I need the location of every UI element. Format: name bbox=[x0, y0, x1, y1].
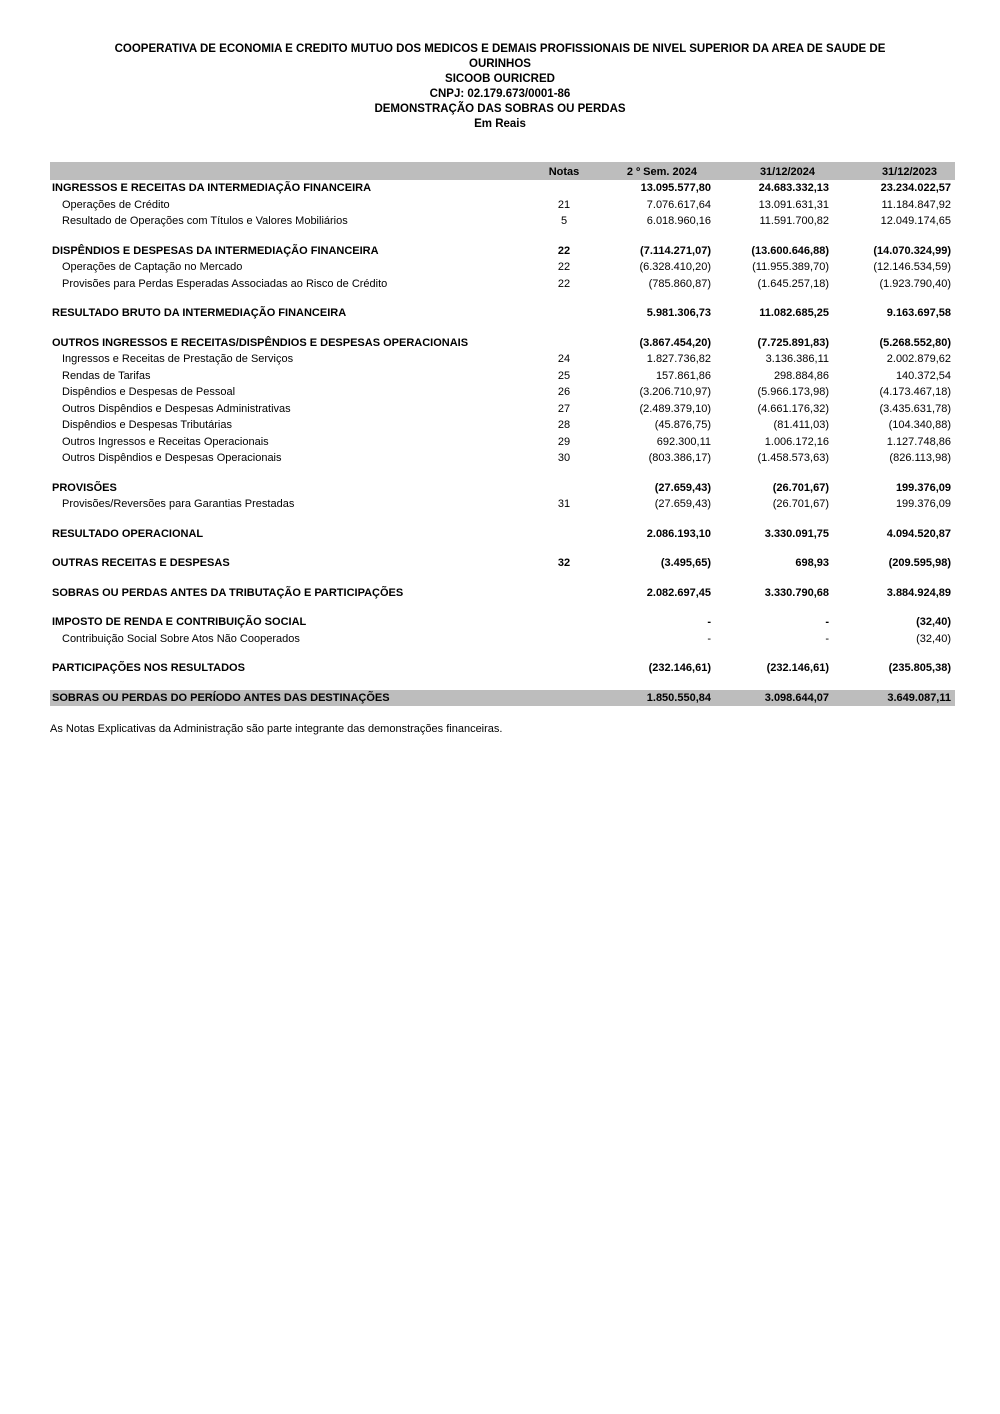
row-value-sem2-2024: (2.489.379,10) bbox=[639, 402, 711, 415]
row-nota bbox=[528, 631, 600, 648]
row-value-sem2-2024: 6.018.960,16 bbox=[646, 215, 711, 227]
row-value-sem2-2024: (785.860,87) bbox=[648, 277, 711, 290]
table-row bbox=[50, 526, 955, 543]
row-value-sem2-2024: (7.114.271,07) bbox=[640, 244, 711, 257]
row-value-2023: (209.595,98) bbox=[888, 557, 951, 569]
company-name-line1: COOPERATIVA DE ECONOMIA E CREDITO MUTUO DOS MEDICOS E DEMAIS PROFISSIONAIS DE NIVEL SUPERIOR DA AREA DE SAUDE DE bbox=[114, 43, 886, 55]
row-value-2023: (235.805,38) bbox=[888, 662, 951, 674]
row-label: SOBRAS OU PERDAS ANTES DA TRIBUTAÇÃO E PARTICIPAÇÕES bbox=[52, 586, 404, 599]
row-label: Operações de Captação no Mercado bbox=[62, 261, 243, 273]
table-row bbox=[50, 496, 955, 513]
row-value-sem2-2024: (27.659,43) bbox=[654, 498, 711, 510]
table-row bbox=[50, 180, 955, 197]
row-value-2024: (26.701,67) bbox=[772, 498, 829, 510]
spacer-cell bbox=[50, 572, 955, 585]
table-row bbox=[50, 197, 955, 214]
table-spacer-row bbox=[50, 572, 955, 585]
company-name-line2: OURINHOS bbox=[469, 58, 531, 70]
table-row bbox=[50, 614, 955, 631]
row-value-2023: (32,40) bbox=[916, 632, 951, 645]
row-value-2023: (826.113,98) bbox=[889, 452, 951, 464]
row-value-2024: (232.146,61) bbox=[766, 662, 829, 674]
row-nota: 5 bbox=[560, 215, 568, 227]
row-label: Dispêndios e Despesas de Pessoal bbox=[62, 386, 236, 398]
row-value-sem2-2024: (232.146,61) bbox=[648, 662, 711, 674]
table-header-row bbox=[50, 162, 955, 180]
row-value-2023: 199.376,09 bbox=[895, 481, 951, 494]
table-row bbox=[50, 276, 955, 293]
row-value-2023: 2.002.879,62 bbox=[886, 353, 951, 365]
table-row bbox=[50, 213, 955, 230]
row-label: DISPÊNDIOS E DESPESAS DA INTERMEDIAÇÃO FINANCEIRA bbox=[52, 244, 379, 257]
row-nota bbox=[528, 690, 600, 707]
table-row bbox=[50, 480, 955, 497]
row-label: PROVISÕES bbox=[52, 481, 117, 494]
row-value-sem2-2024: 1.827.736,82 bbox=[646, 353, 711, 365]
row-label: SOBRAS OU PERDAS DO PERÍODO ANTES DAS DESTINAÇÕES bbox=[50, 690, 528, 707]
table-row bbox=[50, 259, 955, 276]
row-value-sem2-2024: 2.086.193,10 bbox=[646, 527, 711, 540]
row-nota: 31 bbox=[557, 498, 571, 510]
row-value-sem2-2024: - bbox=[707, 616, 711, 628]
row-value-2024: 3.136.386,11 bbox=[765, 353, 829, 365]
row-value-2024: (4.661.176,32) bbox=[757, 402, 829, 415]
row-nota bbox=[528, 480, 600, 497]
row-value-2024: (26.701,67) bbox=[772, 481, 829, 494]
row-nota bbox=[528, 614, 600, 631]
row-label: Rendas de Tarifas bbox=[62, 369, 151, 382]
table-row bbox=[50, 401, 955, 418]
row-value-2023: 1.127.748,86 bbox=[886, 435, 951, 448]
row-value-sem2-2024: 1.850.550,84 bbox=[600, 690, 715, 707]
row-nota bbox=[528, 660, 600, 677]
row-nota: 29 bbox=[557, 435, 571, 448]
document-header bbox=[0, 42, 1000, 132]
table-row bbox=[50, 660, 955, 677]
row-value-2024: 1.006.172,16 bbox=[764, 435, 829, 448]
row-value-2023: (12.146.534,59) bbox=[873, 261, 951, 273]
table-row bbox=[50, 243, 955, 260]
row-label: OUTROS INGRESSOS E RECEITAS/DISPÊNDIOS E DESPESAS OPERACIONAIS bbox=[52, 336, 469, 349]
footnote: As Notas Explicativas da Administração são parte integrante das demonstrações financeiras. bbox=[50, 723, 503, 735]
row-label: Contribuição Social Sobre Atos Não Cooperados bbox=[62, 632, 300, 645]
row-value-2023: 3.884.924,89 bbox=[886, 586, 951, 599]
table-spacer-row bbox=[50, 601, 955, 614]
row-value-2024: (5.966.173,98) bbox=[757, 386, 829, 398]
row-value-sem2-2024: (803.386,17) bbox=[648, 452, 711, 464]
row-value-2024: (1.458.573,63) bbox=[757, 452, 829, 464]
row-nota: 26 bbox=[557, 386, 571, 398]
row-value-2023: (104.340,88) bbox=[888, 419, 951, 431]
table-row bbox=[50, 631, 955, 648]
row-value-2023: 23.234.022,57 bbox=[880, 182, 951, 194]
row-value-2024: (81.411,03) bbox=[773, 419, 829, 431]
row-value-sem2-2024: (6.328.410,20) bbox=[639, 261, 711, 273]
row-label: Ingressos e Receitas de Prestação de Serviços bbox=[62, 353, 294, 365]
row-nota: 30 bbox=[557, 452, 571, 464]
table-body bbox=[50, 180, 955, 706]
table-row bbox=[50, 417, 955, 434]
table-row bbox=[50, 305, 955, 322]
row-value-2023: 199.376,09 bbox=[895, 498, 951, 510]
column-header-sem2-2024: 2 º Sem. 2024 bbox=[600, 162, 715, 180]
table-spacer-row bbox=[50, 647, 955, 660]
spacer-cell bbox=[50, 677, 955, 690]
row-value-2023: 4.094.520,87 bbox=[886, 527, 951, 540]
row-value-sem2-2024: 2.082.697,45 bbox=[646, 586, 711, 599]
column-header-31-12-2023: 31/12/2023 bbox=[833, 162, 955, 180]
row-label: Resultado de Operações com Títulos e Valores Mobiliários bbox=[62, 215, 348, 227]
table-row bbox=[50, 555, 955, 572]
row-nota bbox=[528, 585, 600, 602]
row-value-2024: (1.645.257,18) bbox=[757, 277, 829, 290]
row-value-2023: (3.435.631,78) bbox=[879, 402, 951, 415]
spacer-cell bbox=[50, 601, 955, 614]
spacer-cell bbox=[50, 513, 955, 526]
row-value-2024: 11.591.700,82 bbox=[759, 215, 829, 227]
column-header-empty bbox=[50, 162, 528, 180]
row-label: Provisões para Perdas Esperadas Associadas ao Risco de Crédito bbox=[62, 277, 388, 290]
row-value-2024: 24.683.332,13 bbox=[758, 182, 829, 194]
row-value-2024: 3.330.091,75 bbox=[764, 527, 829, 540]
row-nota: 25 bbox=[557, 369, 571, 382]
row-nota bbox=[528, 335, 600, 352]
row-value-2023: (4.173.467,18) bbox=[879, 386, 951, 398]
row-value-sem2-2024: 13.095.577,80 bbox=[640, 182, 711, 194]
financial-statement-table bbox=[50, 162, 955, 706]
row-nota bbox=[528, 526, 600, 543]
row-value-2023: 9.163.697,58 bbox=[886, 307, 951, 319]
table-spacer-row bbox=[50, 542, 955, 555]
row-value-sem2-2024: 7.076.617,64 bbox=[646, 198, 711, 211]
row-value-sem2-2024: - bbox=[707, 632, 711, 645]
row-value-sem2-2024: (27.659,43) bbox=[654, 481, 711, 494]
row-value-2023: (32,40) bbox=[916, 616, 951, 628]
row-value-2023: 3.649.087,11 bbox=[833, 690, 955, 707]
row-value-sem2-2024: 692.300,11 bbox=[656, 435, 711, 448]
row-value-2023: (14.070.324,99) bbox=[873, 244, 951, 257]
row-value-2024: (13.600.646,88) bbox=[751, 244, 829, 257]
row-label: Outros Dispêndios e Despesas Administrativas bbox=[62, 402, 291, 415]
row-label: Outros Ingressos e Receitas Operacionais bbox=[62, 435, 269, 448]
currency-note: Em Reais bbox=[474, 118, 526, 130]
spacer-cell bbox=[50, 230, 955, 243]
table-row bbox=[50, 585, 955, 602]
row-nota: 22 bbox=[557, 277, 571, 290]
row-label: RESULTADO OPERACIONAL bbox=[52, 527, 204, 540]
row-label: OUTRAS RECEITAS E DESPESAS bbox=[52, 557, 230, 569]
row-value-2023: 11.184.847,92 bbox=[881, 198, 951, 211]
statement-title: DEMONSTRAÇÃO DAS SOBRAS OU PERDAS bbox=[374, 103, 626, 115]
row-nota: 27 bbox=[557, 402, 571, 415]
row-value-sem2-2024: (3.206.710,97) bbox=[639, 386, 711, 398]
row-value-2024: 3.330.790,68 bbox=[764, 586, 829, 599]
row-label: PARTICIPAÇÕES NOS RESULTADOS bbox=[52, 662, 245, 674]
row-value-2024: - bbox=[825, 616, 829, 628]
row-nota: 24 bbox=[557, 353, 571, 365]
row-nota bbox=[528, 180, 600, 197]
table-row bbox=[50, 450, 955, 467]
row-nota: 21 bbox=[557, 198, 571, 211]
row-value-sem2-2024: (3.495,65) bbox=[660, 557, 711, 569]
row-label: RESULTADO BRUTO DA INTERMEDIAÇÃO FINANCEIRA bbox=[52, 307, 347, 319]
row-value-2024: 11.082.685,25 bbox=[759, 307, 829, 319]
row-value-2023: 140.372,54 bbox=[895, 369, 951, 382]
row-value-2024: 13.091.631,31 bbox=[758, 198, 829, 211]
table-spacer-row bbox=[50, 513, 955, 526]
row-value-sem2-2024: 5.981.306,73 bbox=[646, 307, 711, 319]
row-label: Provisões/Reversões para Garantias Prestadas bbox=[62, 498, 295, 510]
table-row bbox=[50, 690, 955, 707]
row-nota: 22 bbox=[557, 244, 571, 257]
spacer-cell bbox=[50, 467, 955, 480]
table-spacer-row bbox=[50, 322, 955, 335]
row-value-2024: 3.098.644,07 bbox=[715, 690, 833, 707]
spacer-cell bbox=[50, 647, 955, 660]
row-value-2023: (1.923.790,40) bbox=[879, 277, 951, 290]
row-value-2024: 698,93 bbox=[795, 557, 829, 569]
table-spacer-row bbox=[50, 677, 955, 690]
column-header-31-12-2024: 31/12/2024 bbox=[715, 162, 833, 180]
row-nota: 32 bbox=[557, 557, 571, 569]
table-row bbox=[50, 335, 955, 352]
cnpj: CNPJ: 02.179.673/0001-86 bbox=[429, 88, 571, 100]
row-value-sem2-2024: (3.867.454,20) bbox=[639, 336, 711, 349]
row-value-2023: (5.268.552,80) bbox=[879, 336, 951, 349]
table-spacer-row bbox=[50, 467, 955, 480]
row-label: Dispêndios e Despesas Tributárias bbox=[62, 419, 232, 431]
row-value-sem2-2024: 157.861,86 bbox=[655, 369, 711, 382]
spacer-cell bbox=[50, 322, 955, 335]
row-value-2024: (7.725.891,83) bbox=[757, 336, 829, 349]
row-value-2024: 298.884,86 bbox=[773, 369, 829, 382]
row-value-2024: (11.955.389,70) bbox=[752, 261, 829, 273]
table-row bbox=[50, 434, 955, 451]
table-spacer-row bbox=[50, 292, 955, 305]
table-row bbox=[50, 368, 955, 385]
row-nota: 28 bbox=[557, 419, 571, 431]
spacer-cell bbox=[50, 292, 955, 305]
spacer-cell bbox=[50, 542, 955, 555]
table-row bbox=[50, 384, 955, 401]
row-value-2024: - bbox=[825, 632, 829, 645]
row-label: Outros Dispêndios e Despesas Operacionais bbox=[62, 452, 282, 464]
table-row bbox=[50, 351, 955, 368]
trade-name: SICOOB OURICRED bbox=[445, 73, 555, 85]
row-label: IMPOSTO DE RENDA E CONTRIBUIÇÃO SOCIAL bbox=[52, 616, 307, 628]
row-nota: 22 bbox=[557, 261, 571, 273]
row-nota bbox=[528, 305, 600, 322]
table-spacer-row bbox=[50, 230, 955, 243]
row-value-sem2-2024: (45.876,75) bbox=[654, 419, 711, 431]
column-header-notas: Notas bbox=[528, 162, 600, 180]
row-value-2023: 12.049.174,65 bbox=[880, 215, 951, 227]
row-label: Operações de Crédito bbox=[62, 198, 170, 211]
row-label: INGRESSOS E RECEITAS DA INTERMEDIAÇÃO FINANCEIRA bbox=[52, 182, 372, 194]
